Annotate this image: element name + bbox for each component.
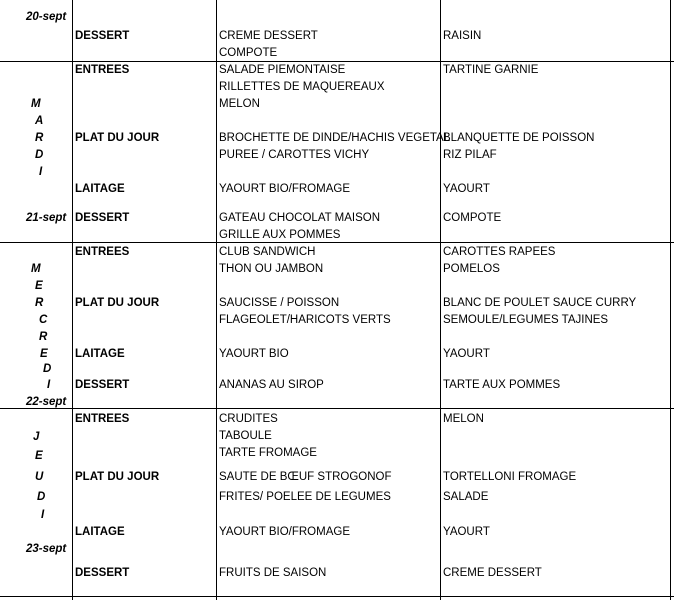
menu1-item: FRITES/ POELEE DE LEGUMES xyxy=(219,491,391,503)
day-date: 20-sept xyxy=(26,11,67,23)
menu1-item: SAUCISSE / POISSON xyxy=(219,297,340,309)
menu2-item: SEMOULE/LEGUMES TAJINES xyxy=(443,314,609,326)
category-label: ENTREES xyxy=(75,413,130,425)
menu1-item: GRILLE AUX POMMES xyxy=(219,229,341,241)
menu2-item: BLANQUETTE DE POISSON xyxy=(443,132,595,144)
day-letter: E xyxy=(35,450,43,462)
menu1-item: MELON xyxy=(219,98,260,110)
menu1-item: FRUITS DE SAISON xyxy=(219,567,327,579)
column-divider xyxy=(72,0,73,600)
menu2-item: RAISIN xyxy=(443,30,482,42)
menu1-item: RILLETTES DE MAQUEREAUX xyxy=(219,81,385,93)
day-letter: A xyxy=(35,115,44,127)
menu1-item: PUREE / CAROTTES VICHY xyxy=(219,149,370,161)
menu2-item: COMPOTE xyxy=(443,212,502,224)
category-label: DESSERT xyxy=(75,30,130,42)
menu2-item: CREME DESSERT xyxy=(443,567,542,579)
day-date: 23-sept xyxy=(26,543,67,555)
day-letter: R xyxy=(35,297,44,309)
menu1-item: YAOURT BIO xyxy=(219,348,289,360)
category-label: PLAT DU JOUR xyxy=(75,297,160,309)
day-letter: E xyxy=(35,280,43,292)
category-label: DESSERT xyxy=(75,379,130,391)
menu2-item: TARTE AUX POMMES xyxy=(443,379,561,391)
day-letter: R xyxy=(35,132,44,144)
menu2-item: POMELOS xyxy=(443,263,500,275)
day-letter: I xyxy=(39,166,43,178)
day-letter: D xyxy=(37,491,46,503)
category-label: LAITAGE xyxy=(75,526,125,538)
menu1-item: ANANAS AU SIROP xyxy=(219,379,324,391)
day-separator xyxy=(0,408,674,409)
day-letter: M xyxy=(31,263,41,275)
menu1-item: SAUTE DE BŒUF STROGONOF xyxy=(219,471,392,483)
column-divider xyxy=(440,0,441,600)
menu1-item: GATEAU CHOCOLAT MAISON xyxy=(219,212,381,224)
day-date: 21-sept xyxy=(26,212,67,224)
category-label: PLAT DU JOUR xyxy=(75,132,160,144)
menu2-item: RIZ PILAF xyxy=(443,149,497,161)
menu2-item: TORTELLONI FROMAGE xyxy=(443,471,577,483)
day-letter: U xyxy=(35,471,44,483)
day-separator xyxy=(0,242,674,243)
menu2-item: CAROTTES RAPEES xyxy=(443,246,556,258)
category-label: DESSERT xyxy=(75,567,130,579)
category-label: LAITAGE xyxy=(75,183,125,195)
menu1-item: CREME DESSERT xyxy=(219,30,318,42)
menu1-item: YAOURT BIO/FROMAGE xyxy=(219,526,350,538)
menu1-item: FLAGEOLET/HARICOTS VERTS xyxy=(219,314,391,326)
day-letter: D xyxy=(43,363,52,375)
day-letter: C xyxy=(39,314,48,326)
menu2-item: YAOURT xyxy=(443,183,490,195)
day-letter: M xyxy=(31,98,41,110)
day-letter: R xyxy=(39,331,48,343)
menu1-item: YAOURT BIO/FROMAGE xyxy=(219,183,350,195)
day-letter: J xyxy=(33,431,40,443)
menu2-item: TARTINE GARNIE xyxy=(443,64,539,76)
menu2-item: SALADE xyxy=(443,491,489,503)
menu2-item: YAOURT xyxy=(443,526,490,538)
column-divider xyxy=(216,0,217,600)
category-label: DESSERT xyxy=(75,212,130,224)
menu2-item: YAOURT xyxy=(443,348,490,360)
category-label: ENTREES xyxy=(75,64,130,76)
category-label: ENTREES xyxy=(75,246,130,258)
day-letter: I xyxy=(41,509,45,521)
menu2-item: MELON xyxy=(443,413,484,425)
menu1-item: BROCHETTE DE DINDE/HACHIS VEGETAL xyxy=(219,132,451,144)
column-divider xyxy=(670,0,671,600)
menu1-item: CLUB SANDWICH xyxy=(219,246,316,258)
category-label: LAITAGE xyxy=(75,348,125,360)
category-label: PLAT DU JOUR xyxy=(75,471,160,483)
day-separator xyxy=(0,596,674,597)
day-letter: I xyxy=(47,379,51,391)
menu1-item: TABOULE xyxy=(219,430,272,442)
menu1-item: COMPOTE xyxy=(219,47,278,59)
day-letter: E xyxy=(40,348,48,360)
day-letter: D xyxy=(35,149,44,161)
day-date: 22-sept xyxy=(26,396,67,408)
day-separator xyxy=(0,61,674,62)
menu1-item: SALADE PIEMONTAISE xyxy=(219,64,346,76)
menu1-item: TARTE FROMAGE xyxy=(219,447,317,459)
menu2-item: BLANC DE POULET SAUCE CURRY xyxy=(443,297,637,309)
menu1-item: THON OU JAMBON xyxy=(219,263,324,275)
menu1-item: CRUDITES xyxy=(219,413,278,425)
